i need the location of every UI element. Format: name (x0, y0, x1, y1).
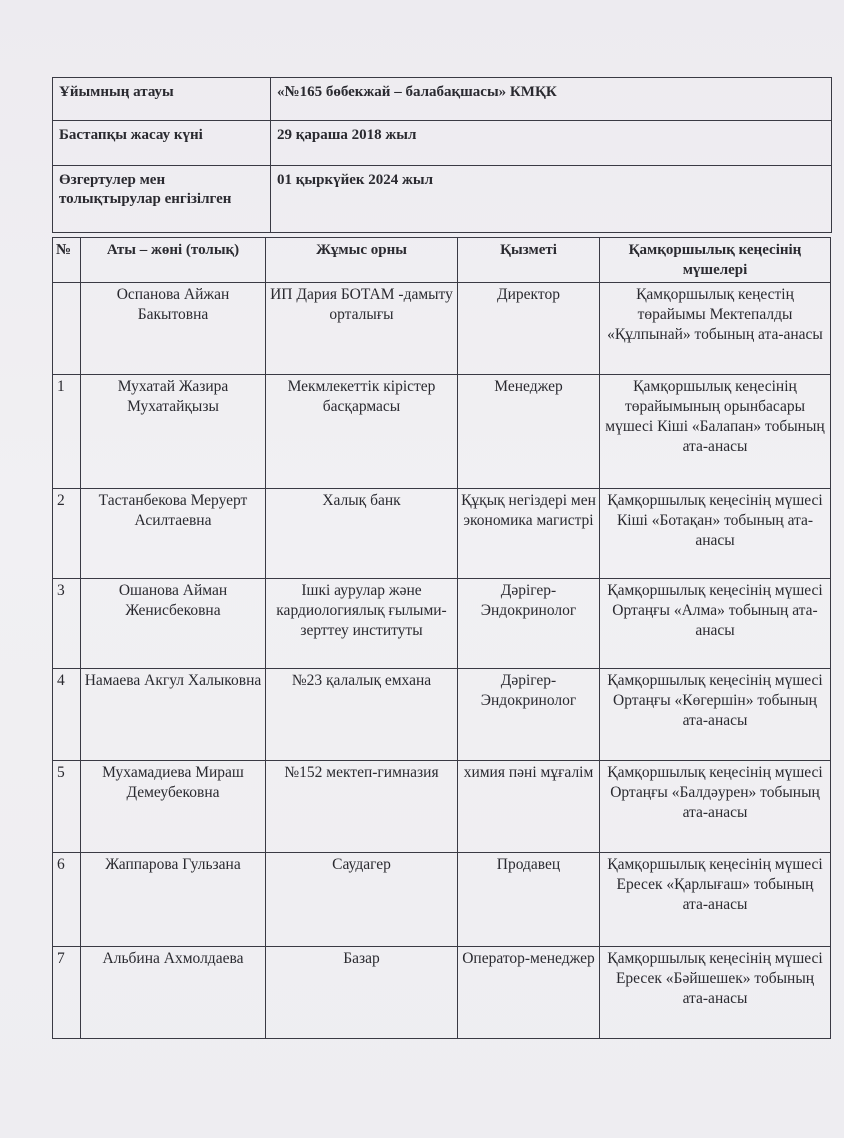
created-date-label: Бастапқы жасау күні (53, 121, 271, 166)
table-row (53, 579, 831, 669)
member-board-role: Қамқоршылық кеңесінің мүшесі Ересек «Қарлығаш» тобының ата-анасы (600, 853, 831, 947)
table-row (53, 669, 831, 761)
member-board-role: Қамқоршылық кеңесінің мүшесі Ортаңғы «Көгершін» тобының ата-анасы (600, 669, 831, 761)
changed-date-label: Өзгертулер мен толықтырулар енгізілген (53, 166, 271, 233)
member-name: Альбина Ахмолдаева (81, 947, 266, 1039)
organization-info-table (52, 77, 832, 233)
member-workplace: №152 мектеп-гимназия (266, 761, 458, 853)
table-row (53, 947, 831, 1039)
member-board-role: Қамқоршылық кеңесінің мүшесі Ортаңғы «Балдәурен» тобының ата-анасы (600, 761, 831, 853)
changed-date-value: 01 қыркүйек 2024 жыл (271, 166, 832, 233)
table-row (53, 375, 831, 489)
member-workplace: Халық банк (266, 489, 458, 579)
header-workplace: Жұмыс орны (266, 238, 458, 283)
created-date-value: 29 қараша 2018 жыл (271, 121, 832, 166)
header-board-role: Қамқоршылық кеңесінің мүшелері (600, 238, 831, 283)
org-name-value: «№165 бөбекжай – балабақшасы» КМҚК (271, 78, 832, 121)
org-name-label: Ұйымның атауы (53, 78, 271, 121)
org-name-row (53, 78, 832, 121)
member-board-role: Қамқоршылық кеңесінің мүшесі Ересек «Бәйшешек» тобының ата-анасы (600, 947, 831, 1039)
table-row (53, 283, 831, 375)
member-workplace: Мекмлекеттік кірістер басқармасы (266, 375, 458, 489)
table-row (53, 853, 831, 947)
member-workplace: ИП Дария БОТАМ -дамыту орталығы (266, 283, 458, 375)
table-row (53, 489, 831, 579)
member-board-role: Қамқоршылық кеңесінің мүшесі Кіші «Ботақан» тобының ата-анасы (600, 489, 831, 579)
member-name: Мухамадиева Мираш Демеубековна (81, 761, 266, 853)
row-number: 6 (53, 853, 81, 947)
changed-date-row (53, 166, 832, 233)
row-number: 7 (53, 947, 81, 1039)
member-name: Намаева Акгул Халыковна (81, 669, 266, 761)
row-number: 5 (53, 761, 81, 853)
board-members-table (52, 237, 831, 1039)
member-name: Ошанова Айман Женисбековна (81, 579, 266, 669)
created-date-row (53, 121, 832, 166)
member-name: Мухатай Жазира Мухатайқызы (81, 375, 266, 489)
header-position: Қызметі (458, 238, 600, 283)
member-name: Жаппарова Гульзана (81, 853, 266, 947)
row-number: 2 (53, 489, 81, 579)
member-workplace: Саудагер (266, 853, 458, 947)
member-position: Дәрігер-Эндокринолог (458, 669, 600, 761)
member-board-role: Қамқоршылық кеңестің төрайымы Мектепалды «Құлпынай» тобының ата-анасы (600, 283, 831, 375)
table-row (53, 761, 831, 853)
member-name: Оспанова Айжан Бакытовна (81, 283, 266, 375)
member-name: Тастанбекова Меруерт Асилтаевна (81, 489, 266, 579)
member-workplace: Ішкі аурулар және кардиологиялық ғылыми-зерттеу институты (266, 579, 458, 669)
table-header-row (53, 238, 831, 283)
member-position: Менеджер (458, 375, 600, 489)
row-number: 3 (53, 579, 81, 669)
member-board-role: Қамқоршылық кеңесінің мүшесі Ортаңғы «Алма» тобының ата-анасы (600, 579, 831, 669)
member-workplace: №23 қалалық емхана (266, 669, 458, 761)
member-position: Дәрігер-Эндокринолог (458, 579, 600, 669)
member-position: Құқық негіздері мен экономика магистрі (458, 489, 600, 579)
member-position: химия пәні мұғалім (458, 761, 600, 853)
row-number: 1 (53, 375, 81, 489)
row-number: 4 (53, 669, 81, 761)
header-full-name: Аты – жөні (толық) (81, 238, 266, 283)
row-number (53, 283, 81, 375)
member-workplace: Базар (266, 947, 458, 1039)
member-board-role: Қамқоршылық кеңесінің төрайымының орынбасары мүшесі Кіші «Балапан» тобының ата-анасы (600, 375, 831, 489)
member-position: Оператор-менеджер (458, 947, 600, 1039)
member-position: Директор (458, 283, 600, 375)
member-position: Продавец (458, 853, 600, 947)
header-number: № (53, 238, 81, 283)
